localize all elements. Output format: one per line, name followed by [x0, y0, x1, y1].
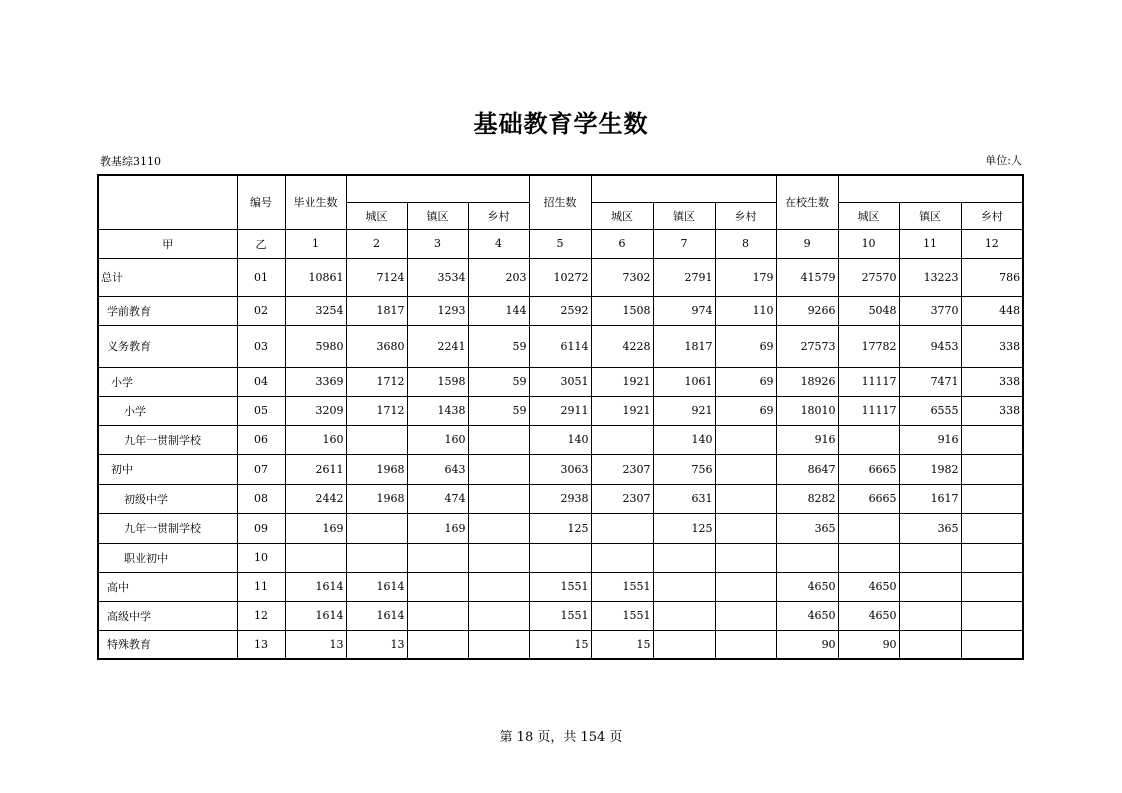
serial-header: 编号 [237, 175, 285, 229]
value-cell [715, 484, 776, 513]
value-cell [776, 543, 838, 572]
value-cell: 90 [776, 630, 838, 659]
value-cell: 1712 [346, 367, 407, 396]
row-label: 高中 [98, 572, 237, 601]
table-row [98, 325, 1023, 367]
enrolled-town-header: 镇区 [653, 202, 715, 229]
value-cell: 203 [468, 258, 529, 296]
graduates-urban-header: 城区 [346, 202, 407, 229]
value-cell: 9266 [776, 296, 838, 325]
value-cell: 1817 [653, 325, 715, 367]
value-cell: 13 [346, 630, 407, 659]
value-cell: 17782 [838, 325, 899, 367]
value-cell: 13223 [899, 258, 961, 296]
value-cell: 2791 [653, 258, 715, 296]
value-cell: 448 [961, 296, 1023, 325]
value-cell: 756 [653, 454, 715, 484]
index-cell: 12 [961, 229, 1023, 258]
in-school-rural-header: 乡村 [961, 202, 1023, 229]
value-cell: 7124 [346, 258, 407, 296]
value-cell [468, 513, 529, 543]
row-code: 02 [237, 296, 285, 325]
index-cell: 2 [346, 229, 407, 258]
value-cell: 4650 [776, 572, 838, 601]
value-cell: 169 [407, 513, 468, 543]
index-cell: 9 [776, 229, 838, 258]
graduates-header: 毕业生数 [285, 175, 346, 229]
value-cell: 786 [961, 258, 1023, 296]
value-cell: 69 [715, 367, 776, 396]
value-cell [529, 543, 591, 572]
value-cell: 18926 [776, 367, 838, 396]
row-label: 学前教育 [98, 296, 237, 325]
table-row [98, 425, 1023, 454]
row-code: 07 [237, 454, 285, 484]
in-school-group-blank [838, 175, 1023, 202]
value-cell [899, 543, 961, 572]
value-cell: 18010 [776, 396, 838, 425]
value-cell [468, 543, 529, 572]
form-code: 教基综3110 [100, 155, 161, 168]
row-label: 初中 [98, 454, 237, 484]
row-label: 特殊教育 [98, 630, 237, 659]
value-cell: 59 [468, 325, 529, 367]
index-cell: 10 [838, 229, 899, 258]
value-cell: 3770 [899, 296, 961, 325]
row-code: 04 [237, 367, 285, 396]
value-cell [591, 543, 653, 572]
value-cell [653, 630, 715, 659]
value-cell: 1551 [529, 601, 591, 630]
in-school-town-header: 镇区 [899, 202, 961, 229]
table-row [98, 484, 1023, 513]
value-cell: 59 [468, 396, 529, 425]
unit-label: 单位:人 [985, 154, 1022, 167]
value-cell: 144 [468, 296, 529, 325]
index-cell: 甲 [98, 229, 237, 258]
value-cell: 643 [407, 454, 468, 484]
value-cell: 2307 [591, 484, 653, 513]
value-cell: 2611 [285, 454, 346, 484]
graduates-group-blank [346, 175, 529, 202]
row-label: 九年一贯制学校 [98, 425, 237, 454]
value-cell: 1438 [407, 396, 468, 425]
row-code: 10 [237, 543, 285, 572]
value-cell [961, 484, 1023, 513]
value-cell: 2241 [407, 325, 468, 367]
value-cell: 9453 [899, 325, 961, 367]
value-cell: 338 [961, 325, 1023, 367]
value-cell: 140 [529, 425, 591, 454]
value-cell: 90 [838, 630, 899, 659]
value-cell [961, 513, 1023, 543]
value-cell: 15 [591, 630, 653, 659]
value-cell [468, 601, 529, 630]
value-cell: 5048 [838, 296, 899, 325]
value-cell: 1293 [407, 296, 468, 325]
row-code: 12 [237, 601, 285, 630]
row-label: 职业初中 [98, 543, 237, 572]
value-cell: 110 [715, 296, 776, 325]
row-label: 初级中学 [98, 484, 237, 513]
enrolled-group-blank [591, 175, 776, 202]
value-cell: 125 [529, 513, 591, 543]
index-cell: 6 [591, 229, 653, 258]
value-cell: 169 [285, 513, 346, 543]
value-cell: 4650 [838, 601, 899, 630]
value-cell: 365 [899, 513, 961, 543]
value-cell [407, 601, 468, 630]
value-cell [591, 425, 653, 454]
value-cell [838, 513, 899, 543]
value-cell: 1712 [346, 396, 407, 425]
value-cell: 365 [776, 513, 838, 543]
value-cell [715, 543, 776, 572]
value-cell: 916 [776, 425, 838, 454]
value-cell: 1817 [346, 296, 407, 325]
value-cell: 2442 [285, 484, 346, 513]
value-cell [346, 425, 407, 454]
value-cell: 1598 [407, 367, 468, 396]
value-cell [961, 425, 1023, 454]
value-cell: 1617 [899, 484, 961, 513]
value-cell: 1551 [591, 601, 653, 630]
value-cell: 11117 [838, 367, 899, 396]
table-row [98, 601, 1023, 630]
value-cell: 3680 [346, 325, 407, 367]
value-cell [899, 630, 961, 659]
value-cell: 13 [285, 630, 346, 659]
value-cell: 631 [653, 484, 715, 513]
value-cell: 41579 [776, 258, 838, 296]
value-cell: 1551 [591, 572, 653, 601]
value-cell [961, 572, 1023, 601]
index-cell: 5 [529, 229, 591, 258]
value-cell [285, 543, 346, 572]
index-cell: 4 [468, 229, 529, 258]
value-cell [591, 513, 653, 543]
value-cell: 5980 [285, 325, 346, 367]
value-cell [715, 630, 776, 659]
value-cell: 3254 [285, 296, 346, 325]
graduates-rural-header: 乡村 [468, 202, 529, 229]
value-cell: 6555 [899, 396, 961, 425]
value-cell [653, 572, 715, 601]
value-cell [715, 454, 776, 484]
row-code: 06 [237, 425, 285, 454]
row-code: 03 [237, 325, 285, 367]
value-cell: 2938 [529, 484, 591, 513]
value-cell [899, 572, 961, 601]
value-cell [961, 543, 1023, 572]
value-cell: 474 [407, 484, 468, 513]
value-cell: 11117 [838, 396, 899, 425]
index-cell: 11 [899, 229, 961, 258]
value-cell: 1968 [346, 484, 407, 513]
value-cell [961, 601, 1023, 630]
value-cell: 6665 [838, 454, 899, 484]
row-label: 小学 [98, 396, 237, 425]
value-cell: 160 [285, 425, 346, 454]
value-cell [838, 543, 899, 572]
value-cell: 160 [407, 425, 468, 454]
value-cell: 27570 [838, 258, 899, 296]
value-cell: 6665 [838, 484, 899, 513]
value-cell [961, 630, 1023, 659]
table-row [98, 367, 1023, 396]
index-cell: 1 [285, 229, 346, 258]
index-cell: 乙 [237, 229, 285, 258]
value-cell [468, 572, 529, 601]
value-cell: 1614 [285, 601, 346, 630]
row-label: 总计 [98, 258, 237, 296]
value-cell [468, 630, 529, 659]
value-cell [407, 543, 468, 572]
value-cell: 1551 [529, 572, 591, 601]
value-cell: 2911 [529, 396, 591, 425]
value-cell: 15 [529, 630, 591, 659]
row-code: 13 [237, 630, 285, 659]
value-cell: 921 [653, 396, 715, 425]
page-title: 基础教育学生数 [473, 110, 649, 138]
value-cell: 125 [653, 513, 715, 543]
value-cell [407, 572, 468, 601]
value-cell: 1614 [346, 601, 407, 630]
value-cell: 1614 [285, 572, 346, 601]
table-row [98, 572, 1023, 601]
value-cell: 2592 [529, 296, 591, 325]
index-cell: 8 [715, 229, 776, 258]
value-cell [715, 513, 776, 543]
table-row [98, 296, 1023, 325]
value-cell: 1508 [591, 296, 653, 325]
student-count-table [97, 174, 1024, 660]
value-cell: 338 [961, 396, 1023, 425]
value-cell: 7471 [899, 367, 961, 396]
index-cell: 3 [407, 229, 468, 258]
value-cell [838, 425, 899, 454]
value-cell: 3534 [407, 258, 468, 296]
in-school-urban-header: 城区 [838, 202, 899, 229]
value-cell [715, 425, 776, 454]
value-cell [715, 601, 776, 630]
value-cell [346, 543, 407, 572]
value-cell: 10272 [529, 258, 591, 296]
value-cell [346, 513, 407, 543]
value-cell: 3369 [285, 367, 346, 396]
value-cell: 8282 [776, 484, 838, 513]
row-label: 小学 [98, 367, 237, 396]
table-row [98, 258, 1023, 296]
value-cell: 69 [715, 396, 776, 425]
value-cell [899, 601, 961, 630]
value-cell: 27573 [776, 325, 838, 367]
value-cell: 916 [899, 425, 961, 454]
table-row [98, 396, 1023, 425]
row-label: 高级中学 [98, 601, 237, 630]
value-cell: 10861 [285, 258, 346, 296]
value-cell [468, 425, 529, 454]
value-cell: 59 [468, 367, 529, 396]
value-cell [961, 454, 1023, 484]
value-cell: 1982 [899, 454, 961, 484]
value-cell: 1921 [591, 367, 653, 396]
value-cell: 8647 [776, 454, 838, 484]
value-cell: 1061 [653, 367, 715, 396]
enrolled-rural-header: 乡村 [715, 202, 776, 229]
value-cell: 7302 [591, 258, 653, 296]
header-row-1 [98, 175, 1023, 202]
row-code: 08 [237, 484, 285, 513]
value-cell [653, 543, 715, 572]
row-code: 01 [237, 258, 285, 296]
value-cell [468, 454, 529, 484]
value-cell: 4650 [838, 572, 899, 601]
value-cell: 2307 [591, 454, 653, 484]
in-school-header: 在校生数 [776, 175, 838, 229]
table-row [98, 543, 1023, 572]
corner-header-cell [98, 175, 237, 229]
enrolled-urban-header: 城区 [591, 202, 653, 229]
enrolled-header: 招生数 [529, 175, 591, 229]
table-row [98, 454, 1023, 484]
value-cell: 140 [653, 425, 715, 454]
value-cell: 69 [715, 325, 776, 367]
value-cell [715, 572, 776, 601]
index-cell: 7 [653, 229, 715, 258]
row-code: 09 [237, 513, 285, 543]
page-footer: 第 18 页，共 154 页 [499, 730, 623, 745]
value-cell: 6114 [529, 325, 591, 367]
value-cell [468, 484, 529, 513]
value-cell [653, 601, 715, 630]
value-cell: 4228 [591, 325, 653, 367]
value-cell: 3051 [529, 367, 591, 396]
value-cell: 1921 [591, 396, 653, 425]
row-code: 11 [237, 572, 285, 601]
index-row [98, 229, 1023, 258]
value-cell: 179 [715, 258, 776, 296]
value-cell: 1968 [346, 454, 407, 484]
value-cell: 3063 [529, 454, 591, 484]
value-cell: 338 [961, 367, 1023, 396]
graduates-town-header: 镇区 [407, 202, 468, 229]
value-cell: 4650 [776, 601, 838, 630]
row-code: 05 [237, 396, 285, 425]
value-cell: 3209 [285, 396, 346, 425]
row-label: 九年一贯制学校 [98, 513, 237, 543]
value-cell [407, 630, 468, 659]
row-label: 义务教育 [98, 325, 237, 367]
value-cell: 974 [653, 296, 715, 325]
table-row [98, 630, 1023, 659]
value-cell: 1614 [346, 572, 407, 601]
table-row [98, 513, 1023, 543]
